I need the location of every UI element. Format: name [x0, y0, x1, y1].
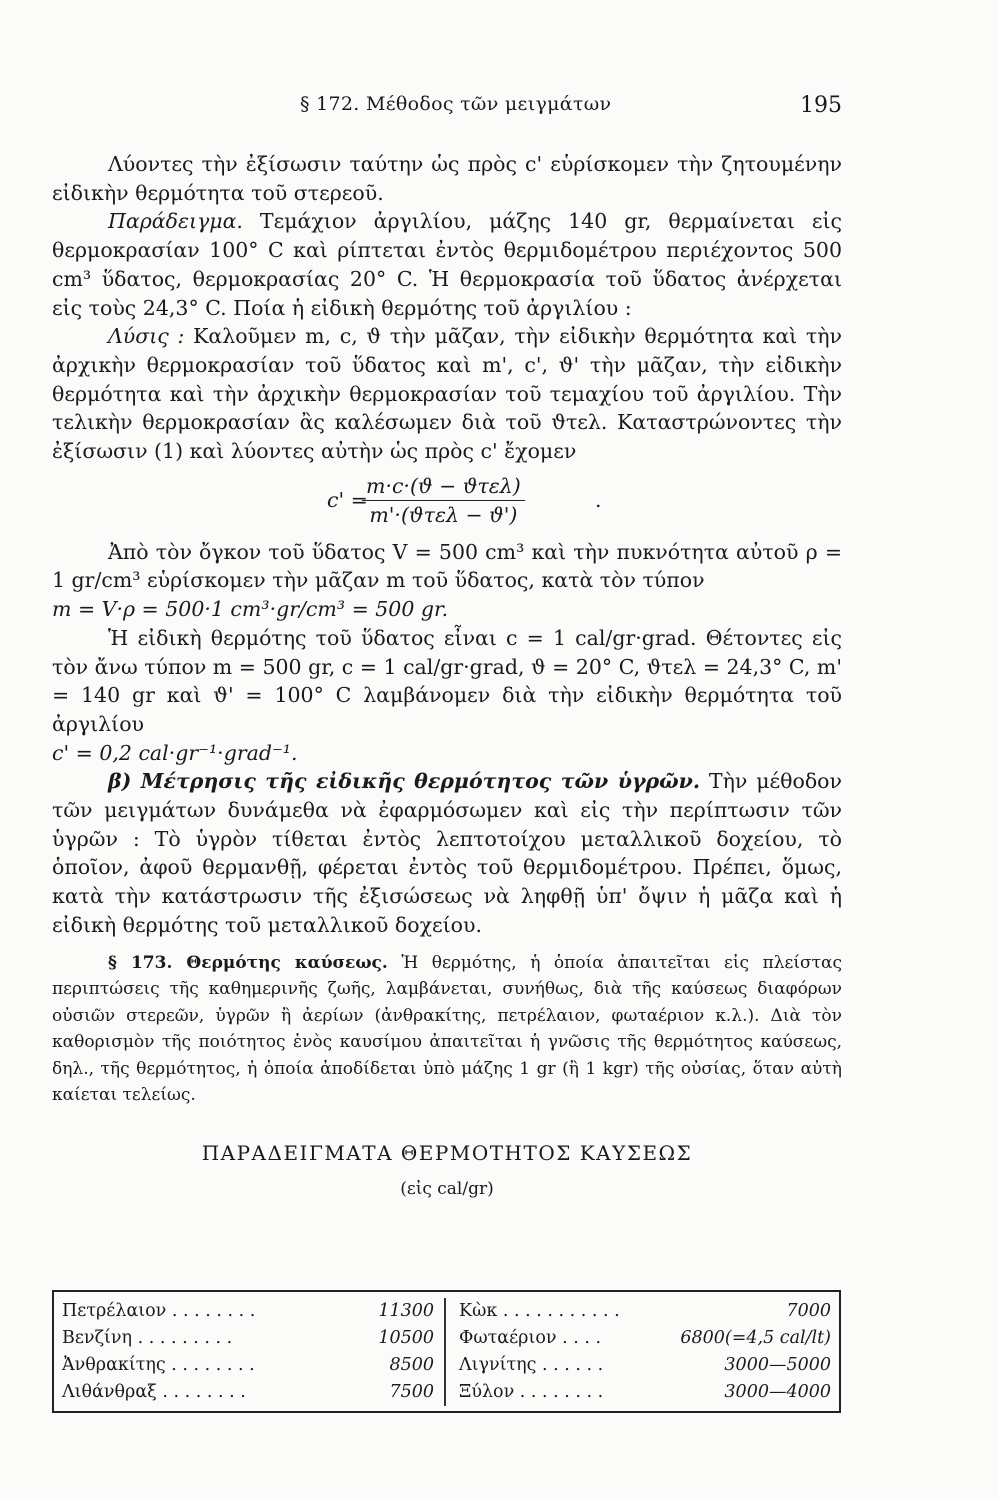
table-unit: (εἰς cal/gr) — [400, 1179, 494, 1200]
table-row: Φωταέριον . . . . 6800(=4,5 cal/lt) — [459, 1328, 831, 1348]
table-row: Λιγνίτης . . . . . . 3000—5000 — [459, 1355, 831, 1375]
page-header — [0, 93, 999, 123]
example-label: Παράδειγμα. — [108, 209, 243, 234]
equation-result: c' = 0,2 cal·gr⁻¹·grad⁻¹. — [52, 740, 298, 765]
liquids-heading: β) Μέτρησις τῆς εἰδικῆς θερμότητος τῶν ὑγρῶν. — [108, 769, 701, 794]
table-row: Βενζίνη . . . . . . . . . 10500 — [62, 1328, 434, 1348]
solution-label: Λύσις : — [108, 324, 185, 349]
equation-numerator: m·c·(ϑ − ϑτελ) — [362, 472, 525, 502]
table-row: Ξύλον . . . . . . . . 3000—4000 — [459, 1382, 831, 1402]
table-left-column — [62, 1298, 434, 1406]
equation-end: . — [595, 487, 602, 512]
combustion-heat-table — [52, 1290, 841, 1413]
section-title: § 172. Μέθοδος τῶν μειγμάτων — [300, 93, 612, 115]
section-173-heading: § 173. Θερμότης καύσεως. — [108, 952, 388, 973]
example-text: Τεμάχιον ἀργιλίου, μάζης 140 gr, θερμαίνεται εἰς θερμοκρασίαν 100° C καὶ ρίπτεται ἐντὸς θερμιδομέτρου περιέχοντος 500 cm³ ὕδατος, θερμοκρασίας 20° C. Ἡ θερμοκρασία τοῦ ὕδατος ἀνέρχεται εἰς τοὺς 24,3° C. Ποία ἡ εἰδικὴ θερμότης τοῦ ἀργιλίου : — [52, 209, 842, 320]
paragraph-liquids — [52, 767, 842, 939]
table-right-column — [459, 1298, 831, 1406]
liquids-text: Τὴν μέθοδον τῶν μειγμάτων δυνάμεθα νὰ ἐφαρμόσωμεν καὶ εἰς τὴν περίπτωσιν τῶν ὑγρῶν : Τὸ ὑγρὸν τίθεται ἐντὸς λεπτοτοίχου μεταλλικοῦ δοχείου, τὸ ὁποῖον, ἀφοῦ θερμανθῇ, φέρεται ἐντὸς τοῦ θερμιδομέτρου. Πρέπει, ὅμως, κατὰ τὴν κατάστρωσιν τῆς ἐξισώσεως νὰ ληφθῇ ὑπ' ὄψιν ἡ μᾶζα καὶ ἡ εἰδικὴ θερμότης τοῦ μεταλλικοῦ δοχείου. — [52, 769, 842, 937]
equation-mass: m = V·ρ = 500·1 cm³·gr/cm³ = 500 gr. — [52, 597, 449, 622]
section-173 — [52, 950, 842, 1109]
equation-specific-heat — [52, 466, 842, 538]
table-row: Ἀνθρακίτης . . . . . . . . 8500 — [62, 1355, 434, 1375]
equation-denominator: m'·(ϑτελ − ϑ') — [369, 503, 518, 528]
section-173-text: Ἡ θερμότης, ἡ ὁποία ἀπαιτεῖται εἰς πλείστας περιπτώσεις τῆς καθημερινῆς ζωῆς, λαμβάνεται, συνήθως, διὰ τῆς καύσεως διαφόρων οὐσιῶν στερεῶν, ὑγρῶν ἢ ἀερίων (ἀνθρακίτης, πετρέλαιον, φωταέριον κ.λ.). Διὰ τὸν καθορισμὸν τῆς ποιότητος ἑνὸς καυσίμου ἀπαιτεῖται ἡ γνῶσις τῆς θερμότητος καύσεως, δηλ., τῆς θερμότητος, ἡ ὁποία ἀποδίδεται ὑπὸ μάζης 1 gr (ἢ 1 kgr) τῆς οὐσίας, ὅταν αὐτὴ καίεται τελείως. — [52, 952, 843, 1106]
paragraph-solution — [52, 322, 842, 466]
paragraph-substitution: Ἡ εἰδικὴ θερμότης τοῦ ὕδατος εἶναι c = 1 cal/gr·grad. Θέτοντες εἰς τὸν ἄνω τύπον m = 500 gr, c = 1 cal/gr·grad, ϑ = 20° C, ϑτελ = 24,3° C, m' = 140 gr καὶ ϑ' = 100° C λαμβάνομεν διὰ τὴν εἰδικὴν θερμότητα τοῦ ἀργιλίου — [52, 625, 842, 736]
table-row: Κὼκ . . . . . . . . . . . 7000 — [459, 1301, 831, 1321]
paragraph-example — [52, 207, 842, 322]
solution-text: Καλοῦμεν m, c, ϑ τὴν μᾶζαν, τὴν εἰδικὴν θερμότητα καὶ τὴν ἀρχικὴν θερμοκρασίαν τοῦ ὕδατος καὶ m', c', ϑ' τὴν μᾶζαν, τὴν εἰδικὴν θερμότητα καὶ τὴν ἀρχικὴν θερμοκρασίαν τοῦ τεμαχίου τοῦ ἀργιλίου. Τὴν τελικὴν θερμοκρασίαν ἂς καλέσωμεν διὰ τοῦ ϑτελ. Καταστρώνοντες τὴν ἐξίσωσιν (1) καὶ λύοντες αὐτὴν ὡς πρὸς c' ἔχομεν — [52, 324, 842, 464]
table-row: Πετρέλαιον . . . . . . . . 11300 — [62, 1301, 434, 1321]
table-row: Λιθάνθραξ . . . . . . . . 7500 — [62, 1382, 434, 1402]
equation-lhs: c' = — [327, 487, 368, 512]
paragraph-volume: Ἀπὸ τὸν ὄγκον τοῦ ὕδατος V = 500 cm³ καὶ τὴν πυκνότητα αὐτοῦ ρ = 1 gr/cm³ εὑρίσκομεν τὴν μᾶζαν m τοῦ ὕδατος, κατὰ τὸν τύπον — [52, 539, 842, 593]
table-divider — [444, 1298, 446, 1406]
equation-fraction — [362, 472, 525, 530]
paragraph-1: Λύοντες τὴν ἐξίσωσιν ταύτην ὡς πρὸς c' εὑρίσκομεν τὴν ζητουμένην εἰδικὴν θερμότητα τοῦ στερεοῦ. — [52, 152, 842, 205]
main-text — [52, 150, 842, 1204]
table-title: ΠΑΡΑΔΕΙΓΜΑΤΑ ΘΕΡΜΟΤΗΤΟΣ ΚΑΥΣΕΩΣ — [201, 1140, 693, 1165]
page-number: 195 — [800, 93, 842, 118]
